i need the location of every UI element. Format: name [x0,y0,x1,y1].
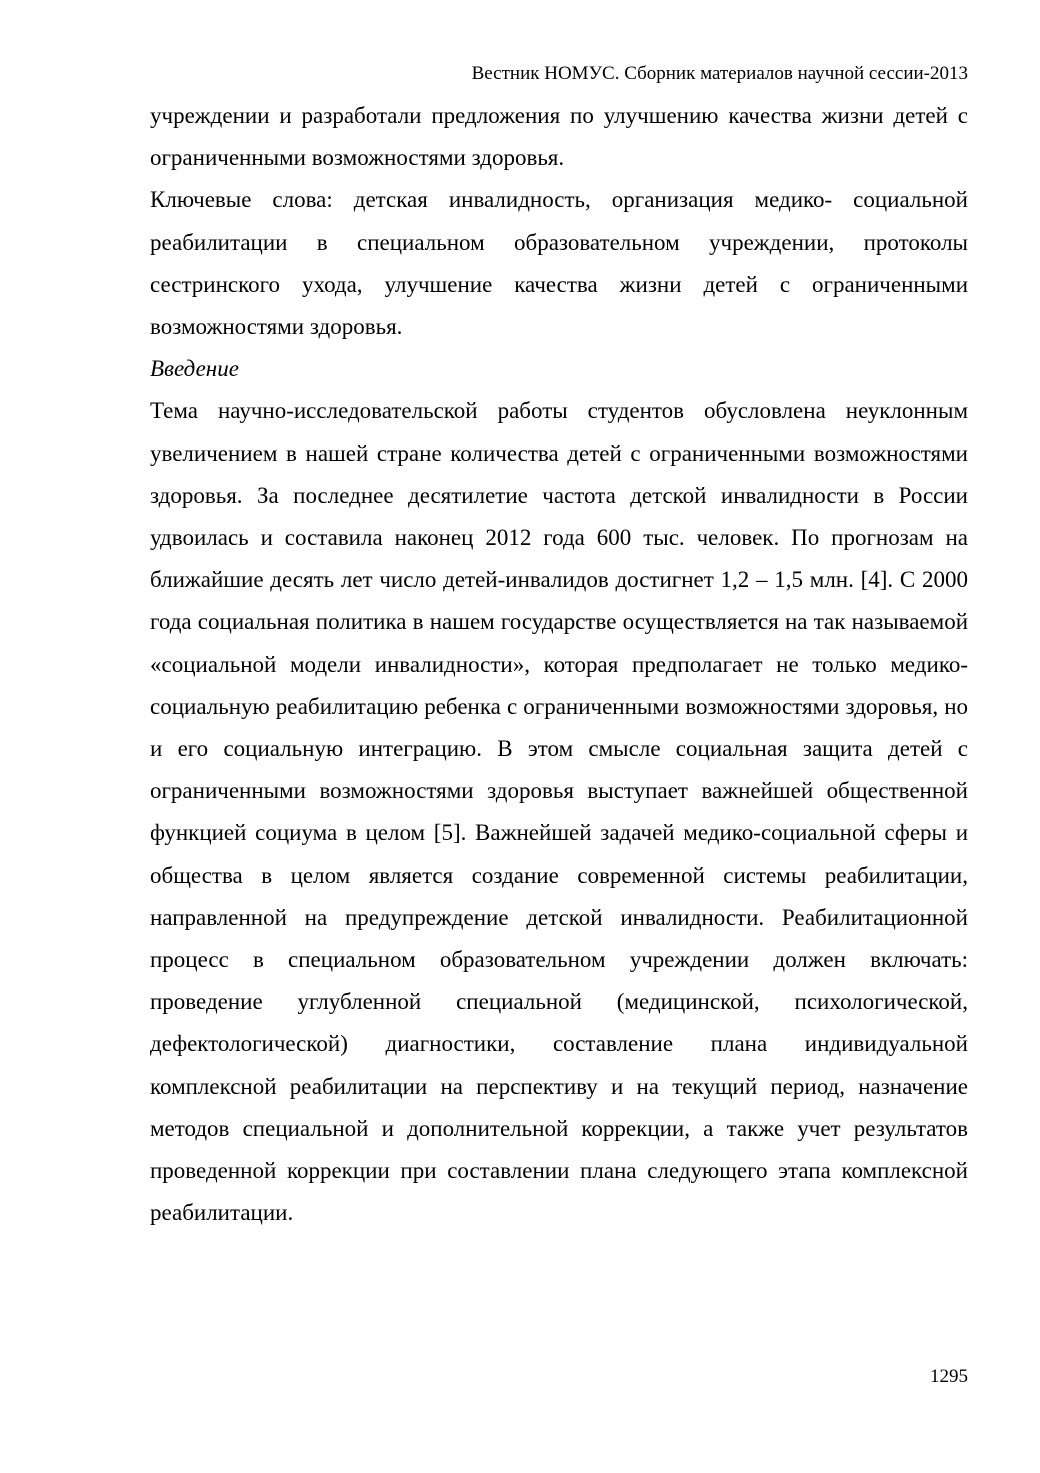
keywords-paragraph: Ключевые слова: детская инвалидность, организация медико- социальной реабилитации в специальном образовательном учреждении, протоколы сестринского ухода, улучшение качества жизни детей с ограниченными возможностями здоровья. [150,187,968,340]
section-heading: Введение [150,356,239,382]
main-paragraph: Тема научно-исследовательской работы студентов обусловлена неуклонным увеличением в нашей стране количества детей с ограниченными возможностями здоровья. За последнее десятилетие частота детской инвалидности в России удвоилась и составила наконец 2012 года 600 тыс. человек. По прогнозам на ближайшие десять лет число детей-инвалидов достигнет 1,2 – 1,5 млн. [4]. С 2000 года социальная политика в нашем государстве осуществляется на так называемой «социальной модели инвалидности», которая предполагает не только медико- социальную реабилитацию ребенка с ограниченными возможностями здоровья, но и его социальную интеграцию. В этом смысле социальная защита детей с ограниченными возможностями здоровья выступает важнейшей общественной функцией социума в целом [5]. Важнейшей задачей медико-социальной сферы и общества в целом является создание современной системы реабилитации, направленной на предупреждение детской инвалидности. Реабилитационной процесс в специальном образовательном учреждении должен включать: проведение углубленной специальной (медицинской, психологической, дефектологической) диагностики, составление плана индивидуальной комплексной реабилитации на перспективу и на текущий период, назначение методов специальной и дополнительной коррекции, а также учет результатов проведенной коррекции при составлении плана следующего этапа комплексной реабилитации. [150,398,968,1226]
body-text [150,95,968,1234]
running-header: Вестник НОМУС. Сборник материалов научной сессии-2013 [471,63,968,84]
page-number: 1295 [930,1366,968,1387]
intro-continuation-paragraph: учреждении и разработали предложения по улучшению качества жизни детей с ограниченными возможностями здоровья. [150,103,968,171]
